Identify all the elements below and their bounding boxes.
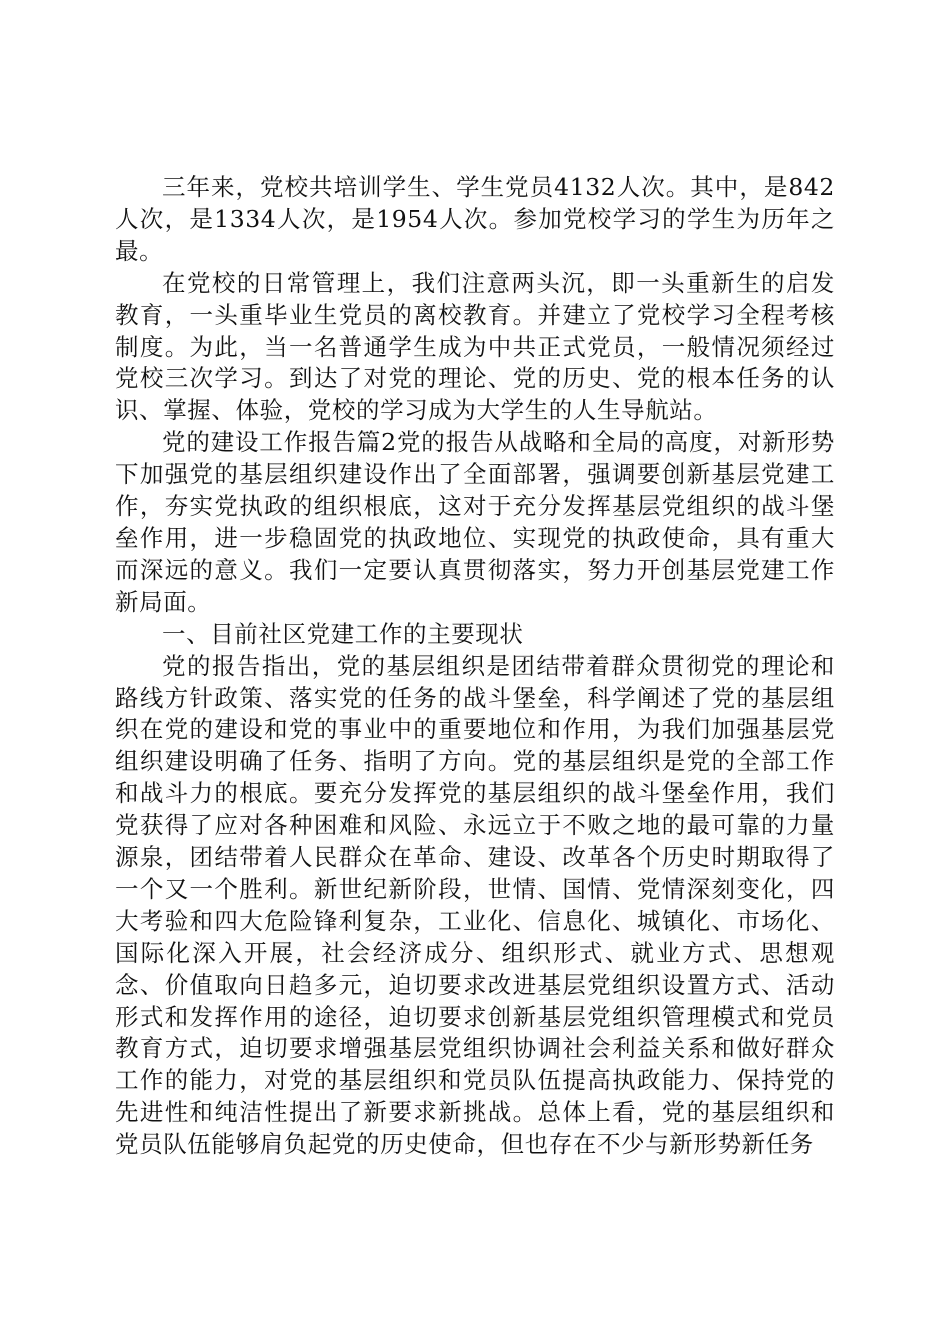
paragraph-daily-management: 在党校的日常管理上，我们注意两头沉，即一头重新生的启发教育，一头重毕业生党员的离校教育。并建立了党校学习全程考核制度。为此，当一名普通学生成为中共正式党员，一般情况须经过党校三次学习。到达了对党的理论、党的历史、党的根本任务的认识、掌握、体验，党校的学习成为大学生的人生导航站。 — [115, 268, 835, 425]
paragraph-training-stats: 三年来，党校共培训学生、学生党员4132人次。其中，是842人次，是1334人次，是1954人次。参加党校学习的学生为历年之最。 — [115, 173, 835, 265]
paragraph-report-intro: 党的建设工作报告篇2党的报告从战略和全局的高度，对新形势下加强党的基层组织建设作出了全面部署，强调要创新基层党建工作，夯实党执政的组织根底，这对于充分发挥基层党组织的战斗堡垒作用，进一步稳固党的执政地位、实现党的执政使命，具有重大而深远的意义。我们一定要认真贯彻落实，努力开创基层党建工作新局面。 — [115, 428, 835, 616]
paragraph-report-body: 党的报告指出，党的基层组织是团结带着群众贯彻党的理论和路线方针政策、落实党的任务的战斗堡垒，科学阐述了党的基层组织在党的建设和党的事业中的重要地位和作用，为我们加强基层党组织建设明确了任务、指明了方向。党的基层组织是党的全部工作和战斗力的根底。要充分发挥党的基层组织的战斗堡垒作用，我们党获得了应对各种困难和风险、永远立于不败之地的最可靠的力量源泉，团结带着人民群众在革命、建设、改革各个历史时期取得了一个又一个胜利。新世纪新阶段，世情、国情、党情深刻变化，四大考验和四大危险锋利复杂，工业化、信息化、城镇化、市场化、国际化深入开展，社会经济成分、组织形式、就业方式、思想观念、价值取向日趋多元，迫切要求改进基层党组织设置方式、活动形式和发挥作用的途径，迫切要求创新基层党组织管理模式和党员教育方式，迫切要求增强基层党组织协调社会利益关系和做好群众工作的能力，对党的基层组织和党员队伍提高执政能力、保持党的先进性和纯洁性提出了新要求新挑战。总体上看，党的基层组织和党员队伍能够肩负起党的历史使命，但也存在不少与新形势新任务 — [115, 651, 835, 1159]
document-body — [115, 172, 835, 1161]
section-heading: 一、目前社区党建工作的主要现状 — [162, 619, 524, 648]
